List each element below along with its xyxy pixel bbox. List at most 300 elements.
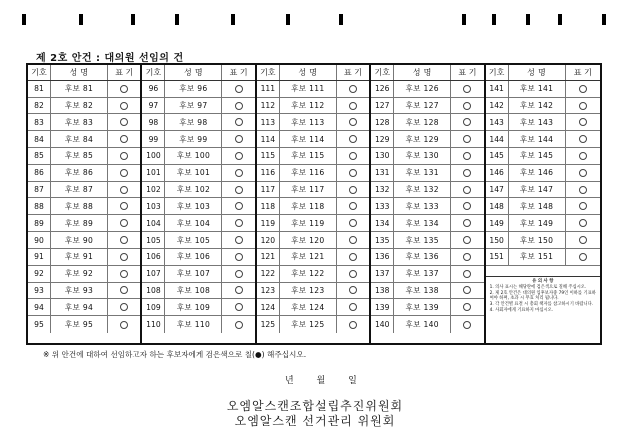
candidate-name: 후보 133 [394,198,451,214]
vote-bubble-icon[interactable] [463,236,471,244]
mark-cell[interactable] [451,81,483,97]
candidate-number: 86 [28,165,51,181]
candidate-name: 후보 151 [509,249,566,265]
header-name: 성 명 [509,65,566,80]
mark-cell[interactable] [451,131,483,147]
vote-bubble-icon[interactable] [235,219,243,227]
vote-bubble-icon[interactable] [120,135,128,143]
vote-bubble-icon[interactable] [349,169,357,177]
mark-cell[interactable] [566,165,600,181]
mark-cell[interactable] [108,165,140,181]
candidate-name: 후보 110 [165,316,222,333]
vote-bubble-icon[interactable] [579,169,587,177]
note-item: 2. 제 2호 안건은 대의원 입후보자중 79인 이하를 기표하여야 하며, 초과 시 무효 처리 됩니다. [489,291,596,302]
vote-bubble-icon[interactable] [579,85,587,93]
candidate-name: 후보 139 [394,299,451,315]
vote-bubble-icon[interactable] [463,286,471,294]
mark-cell[interactable] [451,249,483,265]
candidate-row [28,299,140,316]
candidate-row [257,148,369,165]
candidate-name: 후보 92 [51,266,108,282]
mark-cell[interactable] [337,98,369,114]
mark-cell[interactable] [108,98,140,114]
mark-cell[interactable] [566,182,600,198]
candidate-number: 101 [142,165,165,181]
candidate-row [371,249,483,266]
mark-cell[interactable] [222,299,254,315]
vote-bubble-icon[interactable] [235,321,243,329]
candidate-number: 132 [371,182,394,198]
candidate-number: 151 [486,249,509,265]
vote-bubble-icon[interactable] [235,253,243,261]
candidate-name: 후보 88 [51,198,108,214]
vote-bubble-icon[interactable] [120,219,128,227]
candidate-row [257,215,369,232]
candidate-name: 후보 81 [51,81,108,97]
timing-mark [131,14,135,25]
candidate-name: 후보 106 [165,249,222,265]
mark-cell[interactable] [222,148,254,164]
candidate-row [371,182,483,199]
vote-bubble-icon[interactable] [463,321,471,329]
vote-bubble-icon[interactable] [349,219,357,227]
mark-cell[interactable] [451,283,483,299]
candidate-name: 후보 114 [280,131,337,147]
candidate-row [486,165,600,182]
vote-bubble-icon[interactable] [463,102,471,110]
candidate-number: 103 [142,198,165,214]
header-mark: 표 기 [229,67,248,77]
mark-cell[interactable] [451,98,483,114]
mark-cell[interactable] [337,249,369,265]
candidate-row [486,131,600,148]
mark-cell[interactable] [337,299,369,315]
mark-cell[interactable] [222,316,254,333]
candidate-name: 후보 85 [51,148,108,164]
candidate-row [142,283,254,300]
mark-cell[interactable] [108,249,140,265]
candidate-name: 후보 118 [280,198,337,214]
candidate-name: 후보 116 [280,165,337,181]
mark-cell[interactable] [337,232,369,248]
header-number: 기호 [371,65,394,80]
candidate-number: 145 [486,148,509,164]
candidate-row [28,81,140,98]
candidate-name: 후보 143 [509,114,566,130]
vote-bubble-icon[interactable] [120,85,128,93]
candidate-number: 114 [257,131,280,147]
vote-bubble-icon[interactable] [463,270,471,278]
vote-bubble-icon[interactable] [579,102,587,110]
vote-bubble-icon[interactable] [235,169,243,177]
mark-cell[interactable] [222,283,254,299]
mark-cell[interactable] [451,316,483,333]
candidate-name: 후보 82 [51,98,108,114]
candidate-name: 후보 127 [394,98,451,114]
candidate-number: 149 [486,215,509,231]
candidate-number: 125 [257,316,280,333]
mark-cell[interactable] [222,98,254,114]
candidate-row [142,316,254,333]
candidate-number: 150 [486,232,509,248]
candidate-row [371,299,483,316]
candidate-name: 후보 100 [165,148,222,164]
vote-bubble-icon[interactable] [120,118,128,126]
vote-bubble-icon[interactable] [349,286,357,294]
mark-cell[interactable] [451,232,483,248]
mark-cell[interactable] [451,198,483,214]
candidate-name: 후보 142 [509,98,566,114]
mark-cell[interactable] [108,131,140,147]
candidate-row [142,165,254,182]
mark-cell[interactable] [108,266,140,282]
candidate-row [486,148,600,165]
vote-bubble-icon[interactable] [349,270,357,278]
candidate-group [486,65,600,343]
mark-cell[interactable] [451,114,483,130]
mark-cell[interactable] [108,148,140,164]
candidate-name: 후보 98 [165,114,222,130]
mark-cell[interactable] [566,198,600,214]
header-number: 기호 [142,65,165,80]
candidate-number: 126 [371,81,394,97]
candidate-name: 후보 126 [394,81,451,97]
mark-cell[interactable] [337,114,369,130]
candidate-number: 96 [142,81,165,97]
vote-bubble-icon[interactable] [235,135,243,143]
note-item: 1. 의사 표시는 해당란에 검은색으로 칠해 주십시오. [489,285,587,291]
vote-bubble-icon[interactable] [463,169,471,177]
mark-cell[interactable] [337,266,369,282]
mark-cell[interactable] [451,266,483,282]
candidate-number: 120 [257,232,280,248]
vote-bubble-icon[interactable] [579,202,587,210]
vote-bubble-icon[interactable] [120,270,128,278]
mark-cell[interactable] [222,232,254,248]
mark-cell[interactable] [566,148,600,164]
candidate-row [257,114,369,131]
mark-cell[interactable] [337,165,369,181]
candidate-number: 116 [257,165,280,181]
candidate-row [371,148,483,165]
mark-cell[interactable] [337,283,369,299]
vote-bubble-icon[interactable] [463,303,471,311]
candidate-name: 후보 128 [394,114,451,130]
candidate-name: 후보 119 [280,215,337,231]
mark-cell[interactable] [337,316,369,333]
vote-bubble-icon[interactable] [579,236,587,244]
candidate-row [371,165,483,182]
candidate-name: 후보 99 [165,131,222,147]
mark-cell[interactable] [108,283,140,299]
mark-cell[interactable] [222,198,254,214]
mark-cell[interactable] [566,131,600,147]
candidate-row [486,182,600,199]
vote-bubble-icon[interactable] [120,102,128,110]
vote-bubble-icon[interactable] [579,219,587,227]
candidate-row [28,316,140,333]
mark-cell[interactable] [451,182,483,198]
candidate-name: 후보 130 [394,148,451,164]
candidate-name: 후보 120 [280,232,337,248]
vote-bubble-icon[interactable] [120,286,128,294]
vote-bubble-icon[interactable] [463,219,471,227]
vote-bubble-icon[interactable] [463,186,471,194]
vote-bubble-icon[interactable] [579,118,587,126]
candidate-name: 후보 124 [280,299,337,315]
candidate-number: 137 [371,266,394,282]
candidate-number: 115 [257,148,280,164]
candidate-name: 후보 144 [509,131,566,147]
candidate-row [486,232,600,249]
column-header-row [371,65,483,81]
header-number: 기호 [486,65,509,80]
vote-bubble-icon[interactable] [349,102,357,110]
candidate-group [142,65,256,343]
vote-bubble-icon[interactable] [235,270,243,278]
timing-mark [526,14,530,25]
mark-cell[interactable] [451,165,483,181]
vote-bubble-icon[interactable] [463,152,471,160]
candidate-number: 118 [257,198,280,214]
mark-cell[interactable] [108,215,140,231]
timing-mark [558,14,562,25]
mark-cell[interactable] [108,182,140,198]
candidate-name: 후보 150 [509,232,566,248]
mark-cell[interactable] [108,299,140,315]
vote-bubble-icon[interactable] [579,253,587,261]
candidate-name: 후보 123 [280,283,337,299]
mark-cell[interactable] [451,215,483,231]
vote-bubble-icon[interactable] [120,236,128,244]
candidate-number: 83 [28,114,51,130]
vote-bubble-icon[interactable] [349,236,357,244]
header-mark: 표 기 [344,67,363,77]
mark-cell[interactable] [566,114,600,130]
vote-bubble-icon[interactable] [463,85,471,93]
candidate-row [257,249,369,266]
candidate-name: 후보 131 [394,165,451,181]
mark-cell[interactable] [222,249,254,265]
candidate-name: 후보 134 [394,215,451,231]
candidate-number: 140 [371,316,394,333]
candidate-row [28,249,140,266]
mark-cell[interactable] [108,81,140,97]
mark-cell[interactable] [108,232,140,248]
mark-cell[interactable] [337,131,369,147]
candidate-number: 88 [28,198,51,214]
mark-cell[interactable] [337,81,369,97]
candidate-name: 후보 104 [165,215,222,231]
vote-bubble-icon[interactable] [120,152,128,160]
vote-bubble-icon[interactable] [235,286,243,294]
candidate-number: 90 [28,232,51,248]
vote-bubble-icon[interactable] [235,118,243,126]
mark-cell[interactable] [337,198,369,214]
candidate-name: 후보 132 [394,182,451,198]
candidate-name: 후보 129 [394,131,451,147]
candidate-number: 106 [142,249,165,265]
header-mark: 표 기 [115,67,134,77]
vote-bubble-icon[interactable] [349,135,357,143]
candidate-name: 후보 148 [509,198,566,214]
candidate-group [257,65,371,343]
vote-bubble-icon[interactable] [349,253,357,261]
header-number: 기호 [28,65,51,80]
mark-cell[interactable] [566,98,600,114]
vote-bubble-icon[interactable] [349,85,357,93]
vote-bubble-icon[interactable] [235,102,243,110]
vote-bubble-icon[interactable] [579,186,587,194]
mark-cell[interactable] [108,114,140,130]
candidate-number: 98 [142,114,165,130]
candidate-row [371,98,483,115]
candidate-name: 후보 94 [51,299,108,315]
vote-bubble-icon[interactable] [235,85,243,93]
candidate-row [28,165,140,182]
notes-box [486,276,600,343]
mark-cell[interactable] [108,198,140,214]
candidate-number: 81 [28,81,51,97]
mark-cell[interactable] [337,182,369,198]
candidate-name: 후보 108 [165,283,222,299]
candidate-row [142,249,254,266]
mark-cell[interactable] [222,266,254,282]
mark-cell[interactable] [222,81,254,97]
vote-bubble-icon[interactable] [235,186,243,194]
date-line: 년 월 일 [285,376,357,386]
candidate-number: 128 [371,114,394,130]
vote-bubble-icon[interactable] [579,135,587,143]
candidate-name: 후보 105 [165,232,222,248]
mark-cell[interactable] [222,114,254,130]
candidate-name: 후보 138 [394,283,451,299]
mark-cell[interactable] [108,316,140,333]
candidate-name: 후보 86 [51,165,108,181]
vote-bubble-icon[interactable] [463,202,471,210]
vote-bubble-icon[interactable] [235,152,243,160]
candidate-row [257,165,369,182]
vote-bubble-icon[interactable] [463,135,471,143]
mark-cell[interactable] [222,182,254,198]
candidate-number: 135 [371,232,394,248]
candidate-row [28,198,140,215]
timing-mark [339,14,343,25]
timing-mark [492,14,496,25]
mark-cell[interactable] [451,299,483,315]
candidate-row [486,98,600,115]
candidate-number: 111 [257,81,280,97]
mark-cell[interactable] [566,81,600,97]
candidate-number: 84 [28,131,51,147]
agenda-title: 제 2호 안건 : 대의원 선임의 건 [36,53,184,64]
vote-bubble-icon[interactable] [349,118,357,126]
candidate-row [257,266,369,283]
vote-bubble-icon[interactable] [463,253,471,261]
mark-cell[interactable] [337,215,369,231]
candidate-number: 142 [486,98,509,114]
mark-cell[interactable] [337,148,369,164]
candidate-name: 후보 84 [51,131,108,147]
mark-cell[interactable] [566,249,600,265]
candidate-number: 139 [371,299,394,315]
mark-cell[interactable] [566,232,600,248]
candidate-group [371,65,485,343]
candidate-row [257,131,369,148]
candidate-row [371,198,483,215]
timing-mark [231,14,235,25]
vote-bubble-icon[interactable] [235,303,243,311]
vote-bubble-icon[interactable] [120,169,128,177]
candidate-name: 후보 125 [280,316,337,333]
candidate-number: 100 [142,148,165,164]
vote-bubble-icon[interactable] [349,152,357,160]
candidate-number: 89 [28,215,51,231]
candidate-group [28,65,142,343]
candidate-number: 87 [28,182,51,198]
header-name: 성 명 [394,65,451,80]
candidate-number: 105 [142,232,165,248]
vote-bubble-icon[interactable] [120,186,128,194]
candidate-row [257,198,369,215]
mark-cell[interactable] [222,131,254,147]
candidate-row [142,299,254,316]
candidate-number: 129 [371,131,394,147]
candidate-row [486,81,600,98]
candidate-row [28,131,140,148]
vote-bubble-icon[interactable] [349,202,357,210]
mark-cell[interactable] [566,215,600,231]
mark-cell[interactable] [222,215,254,231]
candidate-row [371,81,483,98]
vote-bubble-icon[interactable] [120,202,128,210]
candidate-row [257,81,369,98]
vote-bubble-icon[interactable] [349,303,357,311]
vote-bubble-icon[interactable] [120,253,128,261]
candidate-number: 127 [371,98,394,114]
candidate-row [371,131,483,148]
timing-mark [462,14,466,25]
vote-bubble-icon[interactable] [120,303,128,311]
candidate-row [142,81,254,98]
vote-bubble-icon[interactable] [349,321,357,329]
vote-bubble-icon[interactable] [579,152,587,160]
vote-bubble-icon[interactable] [463,118,471,126]
vote-bubble-icon[interactable] [120,321,128,329]
candidate-number: 133 [371,198,394,214]
candidate-name: 후보 136 [394,249,451,265]
candidate-name: 후보 102 [165,182,222,198]
mark-cell[interactable] [222,165,254,181]
header-mark: 표 기 [573,67,592,77]
timing-mark [286,14,290,25]
note-item: 3. 각 안건별 표결 시 총회 책자를 참고하시기 바랍니다. [489,302,594,308]
vote-bubble-icon[interactable] [349,186,357,194]
header-name: 성 명 [165,65,222,80]
mark-cell[interactable] [451,148,483,164]
candidate-number: 141 [486,81,509,97]
candidate-name: 후보 115 [280,148,337,164]
vote-bubble-icon[interactable] [235,202,243,210]
ballot-table [26,63,602,345]
vote-bubble-icon[interactable] [235,236,243,244]
candidate-number: 91 [28,249,51,265]
candidate-row [257,98,369,115]
column-header-row [28,65,140,81]
candidate-number: 138 [371,283,394,299]
candidate-row [486,198,600,215]
header-name: 성 명 [51,65,108,80]
